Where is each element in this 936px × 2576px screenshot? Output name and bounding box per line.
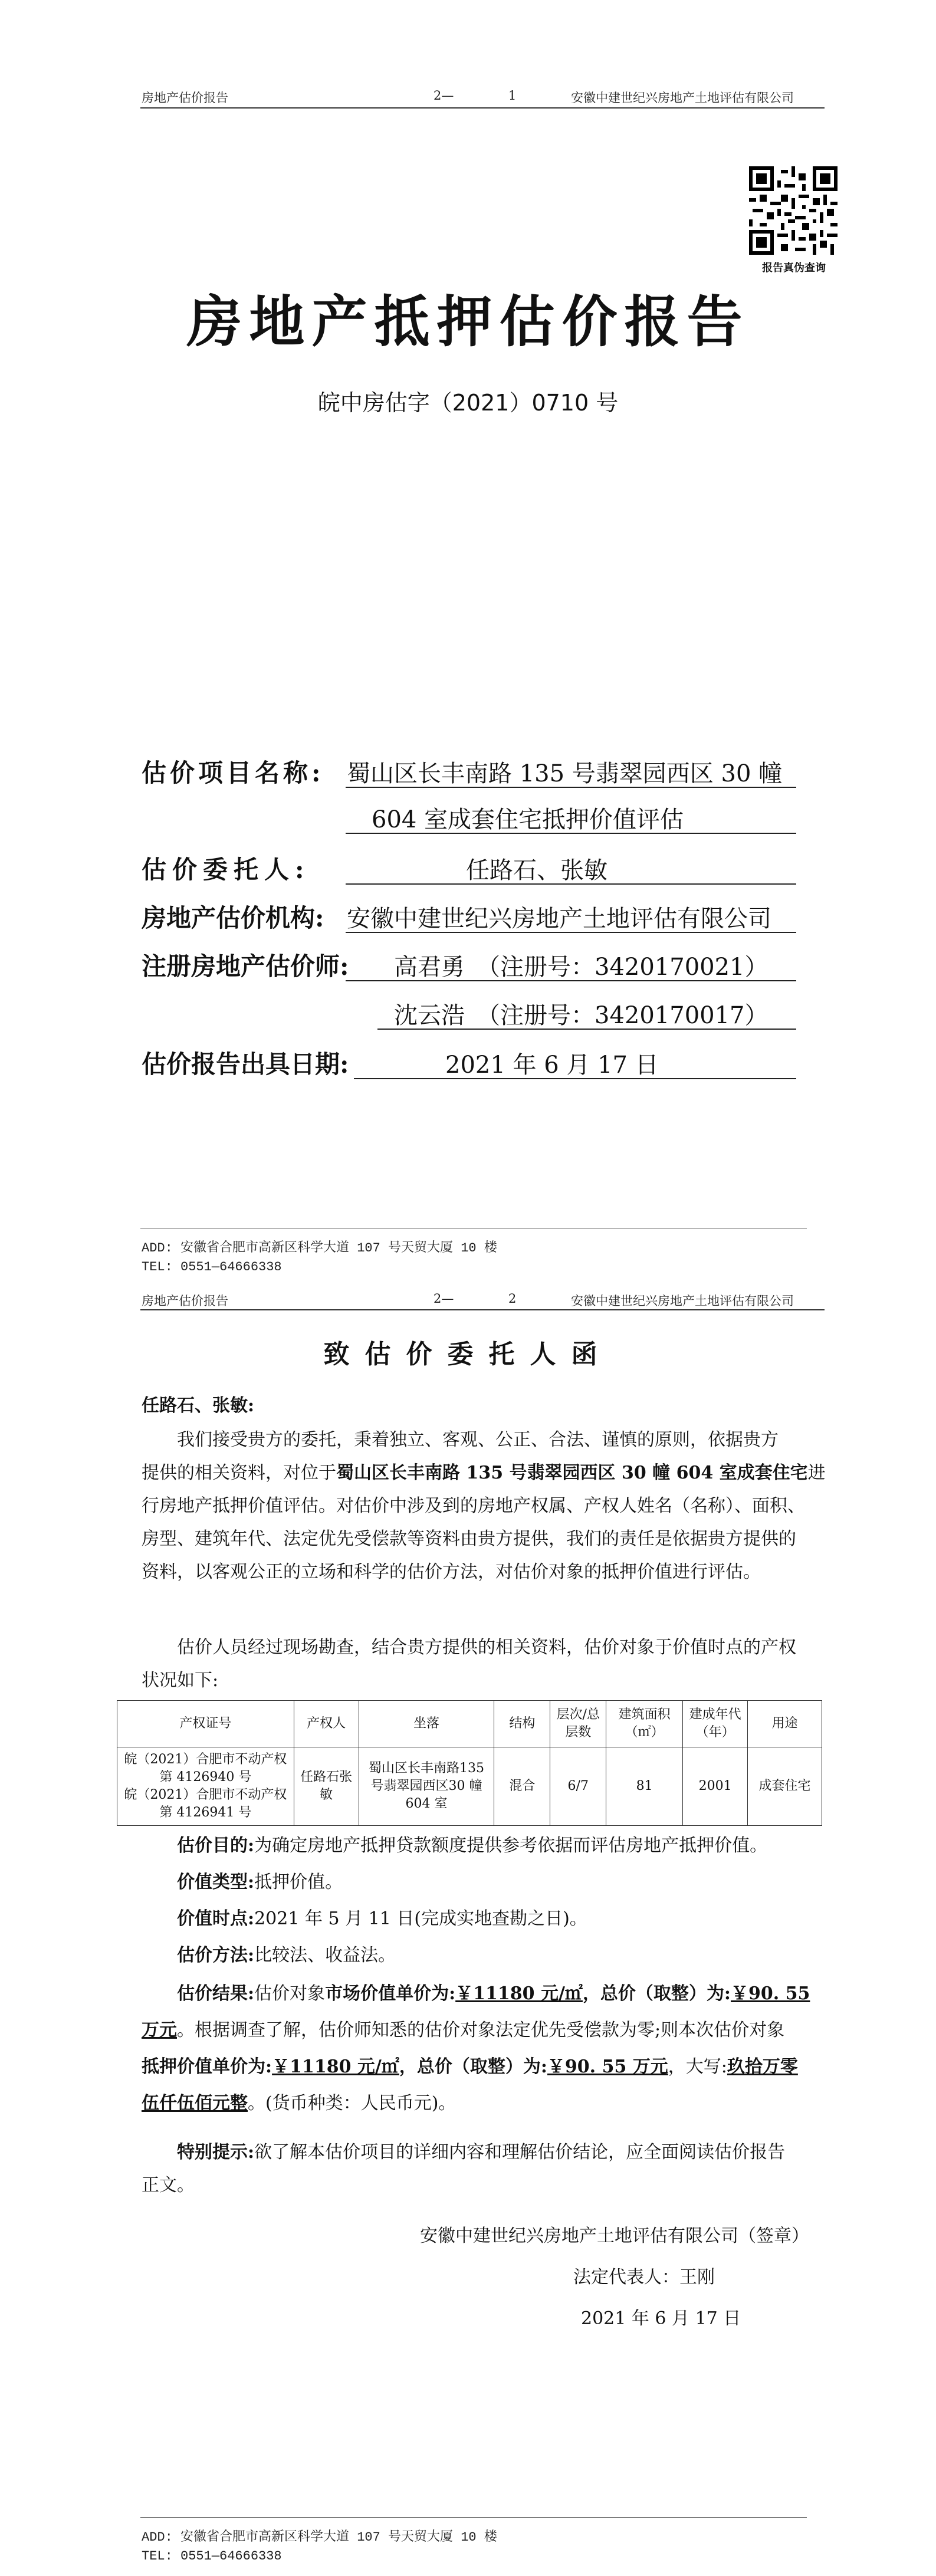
signature-date: 2021 年 6 月 17 日 <box>581 2308 741 2329</box>
result-line-3 <box>142 2049 826 2085</box>
signature-company: 安徽中建世纪兴房地产土地评估有限公司（签章） <box>420 2226 809 2246</box>
project-underline-1 <box>346 787 796 788</box>
cert-number-1: 皖（2021）合肥市不动产权第 4126940 号 <box>124 1752 287 1785</box>
cell-structure: 混合 <box>494 1747 550 1826</box>
purpose-line <box>177 1829 767 1862</box>
cell-year: 2001 <box>683 1747 748 1826</box>
value-time-label: 价值时点: <box>177 1908 255 1929</box>
col-use: 用途 <box>748 1701 822 1747</box>
cell-floor: 6/7 <box>550 1747 606 1826</box>
value-time-line <box>177 1903 587 1936</box>
header-rule <box>140 107 825 109</box>
appraisers-label: 注册房地产估价师: <box>142 952 349 981</box>
market-unit-price: ￥11180 元/㎡ <box>455 1983 583 2004</box>
market-unit-label: 市场价值单价为: <box>325 1983 456 2004</box>
agency-underline <box>346 932 796 933</box>
qr-label: 报告真伪查询 <box>762 262 826 274</box>
header-company-2: 安徽中建世纪兴房地产土地评估有限公司 <box>571 1294 794 1308</box>
value-type-label: 价值类型: <box>177 1872 255 1892</box>
result-text-7: 。根据调查了解，估价师知悉的估价对象法定优先受偿款为零;则本次估价对象 <box>177 2020 785 2041</box>
special-note <box>142 2136 826 2202</box>
cell-owner: 任路石张敏 <box>294 1747 359 1826</box>
p1-line-e: 房型、建筑年代、法定优先受偿款等资料由贵方提供，我们的责任是依据贵方提供的 <box>142 1529 796 1549</box>
salutation: 任路石、张敏: <box>142 1395 255 1416</box>
cert-number-2: 皖（2021）合肥市不动产权第 4126941 号 <box>124 1788 287 1820</box>
mortgage-total-label: ，总价（取整）为: <box>399 2056 547 2077</box>
client-underline <box>346 883 796 885</box>
header-page-prefix-2: 2— <box>433 1292 454 1306</box>
note-line-a <box>142 2136 826 2169</box>
paragraph-2 <box>142 1631 826 1697</box>
footer-tel-1: TEL: 0551—64666338 <box>142 1260 282 1274</box>
cell-area: 81 <box>606 1747 683 1826</box>
client-label: 估价委托人: <box>142 855 310 884</box>
p2-line-b: 状况如下: <box>142 1670 219 1691</box>
result-paragraph <box>142 1976 826 2122</box>
method-value: 比较法、收益法。 <box>254 1945 396 1966</box>
result-text-1: 估价对象 <box>254 1983 326 2004</box>
capital-amount-2: 伍仟伍佰元整 <box>142 2093 248 2114</box>
p1-line-a: 我们接受贵方的委托，秉着独立、客观、公正、合法、谨慎的原则，依据贵方 <box>177 1430 779 1450</box>
table-row <box>117 1747 822 1826</box>
header-page-number-2: 2 <box>508 1292 517 1306</box>
currency-note: 。(货币种类：人民币元)。 <box>248 2093 456 2114</box>
footer-rule-2 <box>140 2517 807 2518</box>
project-underline-2 <box>346 833 796 834</box>
value-time-value: 2021 年 5 月 11 日(完成实地查勘之日)。 <box>254 1908 587 1929</box>
project-name-line1: 蜀山区长丰南路 135 号翡翠园西区 30 幢 <box>347 760 783 787</box>
appraiser-1: 高君勇 （注册号：3420170021） <box>394 954 768 981</box>
mortgage-total-price: ￥90. 55 万元 <box>547 2056 668 2077</box>
note-label: 特别提示: <box>177 2142 255 2163</box>
result-line-2 <box>142 2012 826 2049</box>
result-label: 估价结果: <box>177 1983 255 2004</box>
result-line-1 <box>142 1976 826 2012</box>
capital-amount-1: 玖拾万零 <box>727 2056 798 2077</box>
p1-line-f: 资料，以客观公正的立场和科学的估价方法，对估价对象的抵押价值进行评估。 <box>142 1562 761 1582</box>
col-owner: 产权人 <box>294 1701 359 1747</box>
col-structure: 结构 <box>494 1701 550 1747</box>
col-cert: 产权证号 <box>117 1701 294 1747</box>
report-title: 房地产抵押估价报告 <box>186 290 750 354</box>
value-type-value: 抵押价值。 <box>254 1872 343 1892</box>
appraiser-2-underline <box>377 1029 796 1030</box>
header-report-title-2: 房地产估价报告 <box>142 1294 228 1308</box>
cell-location: 蜀山区长丰南路135 号翡翠园西区30 幢 604 室 <box>359 1747 494 1826</box>
report-date-label: 估价报告出具日期: <box>142 1050 349 1079</box>
header-company: 安徽中建世纪兴房地产土地评估有限公司 <box>571 91 794 105</box>
purpose-value: 为确定房地产抵押贷款额度提供参考依据而评估房地产抵押价值。 <box>254 1835 768 1856</box>
signature-representative: 法定代表人：王刚 <box>573 2267 715 2288</box>
footer-tel-2: TEL: 0551—64666338 <box>142 2549 282 2564</box>
method-label: 估价方法: <box>177 1945 255 1966</box>
p2-line-a: 估价人员经过现场勘查，结合贵方提供的相关资料，估价对象于价值时点的产权 <box>177 1637 796 1658</box>
project-name-line2: 604 室成套住宅抵押价值评估 <box>372 806 684 833</box>
col-location: 坐落 <box>359 1701 494 1747</box>
mortgage-unit-price: ￥11180 元/㎡ <box>272 2056 399 2077</box>
p1-text-b: 提供的相关资料，对位于 <box>142 1463 336 1483</box>
note-line-b: 正文。 <box>142 2175 195 2196</box>
report-date-value: 2021 年 6 月 17 日 <box>445 1052 659 1079</box>
qr-code-icon <box>749 166 838 255</box>
note-text-a: 欲了解本估价项目的详细内容和理解估价结论，应全面阅读估价报告 <box>254 2142 786 2163</box>
col-floor: 层次/总层数 <box>550 1701 606 1747</box>
property-rights-table <box>117 1700 822 1826</box>
purpose-label: 估价目的: <box>177 1835 255 1856</box>
market-total-unit: 万元 <box>142 2020 177 2041</box>
footer-address-1: ADD: 安徽省合肥市高新区科学大道 107 号天贸大厦 10 楼 <box>142 1241 497 1256</box>
document-number: 皖中房估字（2021）0710 号 <box>317 390 619 416</box>
paragraph-1 <box>142 1424 826 1589</box>
agency-value: 安徽中建世纪兴房地产土地评估有限公司 <box>347 905 771 932</box>
header-rule-2 <box>140 1309 825 1310</box>
mortgage-unit-label: 抵押价值单价为: <box>142 2056 272 2077</box>
footer-address-2: ADD: 安徽省合肥市高新区科学大道 107 号天贸大厦 10 楼 <box>142 2530 497 2545</box>
p1-line-d: 行房地产抵押价值评估。对估价中涉及到的房地产权属、产权人姓名（名称）、面积、 <box>142 1496 805 1516</box>
result-line-4 <box>142 2085 826 2122</box>
capital-label: ，大写: <box>668 2056 727 2077</box>
market-total-label: ，总价（取整）为: <box>582 1983 731 2004</box>
header-page-prefix: 2— <box>433 88 454 103</box>
cell-cert <box>117 1747 294 1826</box>
method-line <box>177 1939 396 1972</box>
market-total-price: ￥90. 55 <box>731 1983 810 2004</box>
letter-title: 致估价委托人函 <box>323 1339 613 1369</box>
table-header-row <box>117 1701 822 1747</box>
cell-use: 成套住宅 <box>748 1747 822 1826</box>
p1-property-address: 蜀山区长丰南路 135 号翡翠园西区 30 幢 604 室成套住宅 <box>336 1463 808 1483</box>
appraiser-2: 沈云浩 （注册号：3420170017） <box>394 1002 768 1029</box>
header-report-title: 房地产估价报告 <box>142 91 228 105</box>
col-area: 建筑面积（㎡） <box>606 1701 683 1747</box>
p1-line-b <box>142 1457 826 1490</box>
project-name-label: 估价项目名称: <box>142 758 324 787</box>
report-date-underline <box>354 1078 796 1079</box>
p1-text-c: 进 <box>807 1463 826 1483</box>
agency-label: 房地产估价机构: <box>142 903 324 932</box>
value-type-line <box>177 1866 343 1899</box>
header-page-number: 1 <box>508 88 517 103</box>
appraiser-1-underline <box>346 980 796 981</box>
col-year: 建成年代（年） <box>683 1701 748 1747</box>
client-value: 任路石、张敏 <box>466 857 607 884</box>
